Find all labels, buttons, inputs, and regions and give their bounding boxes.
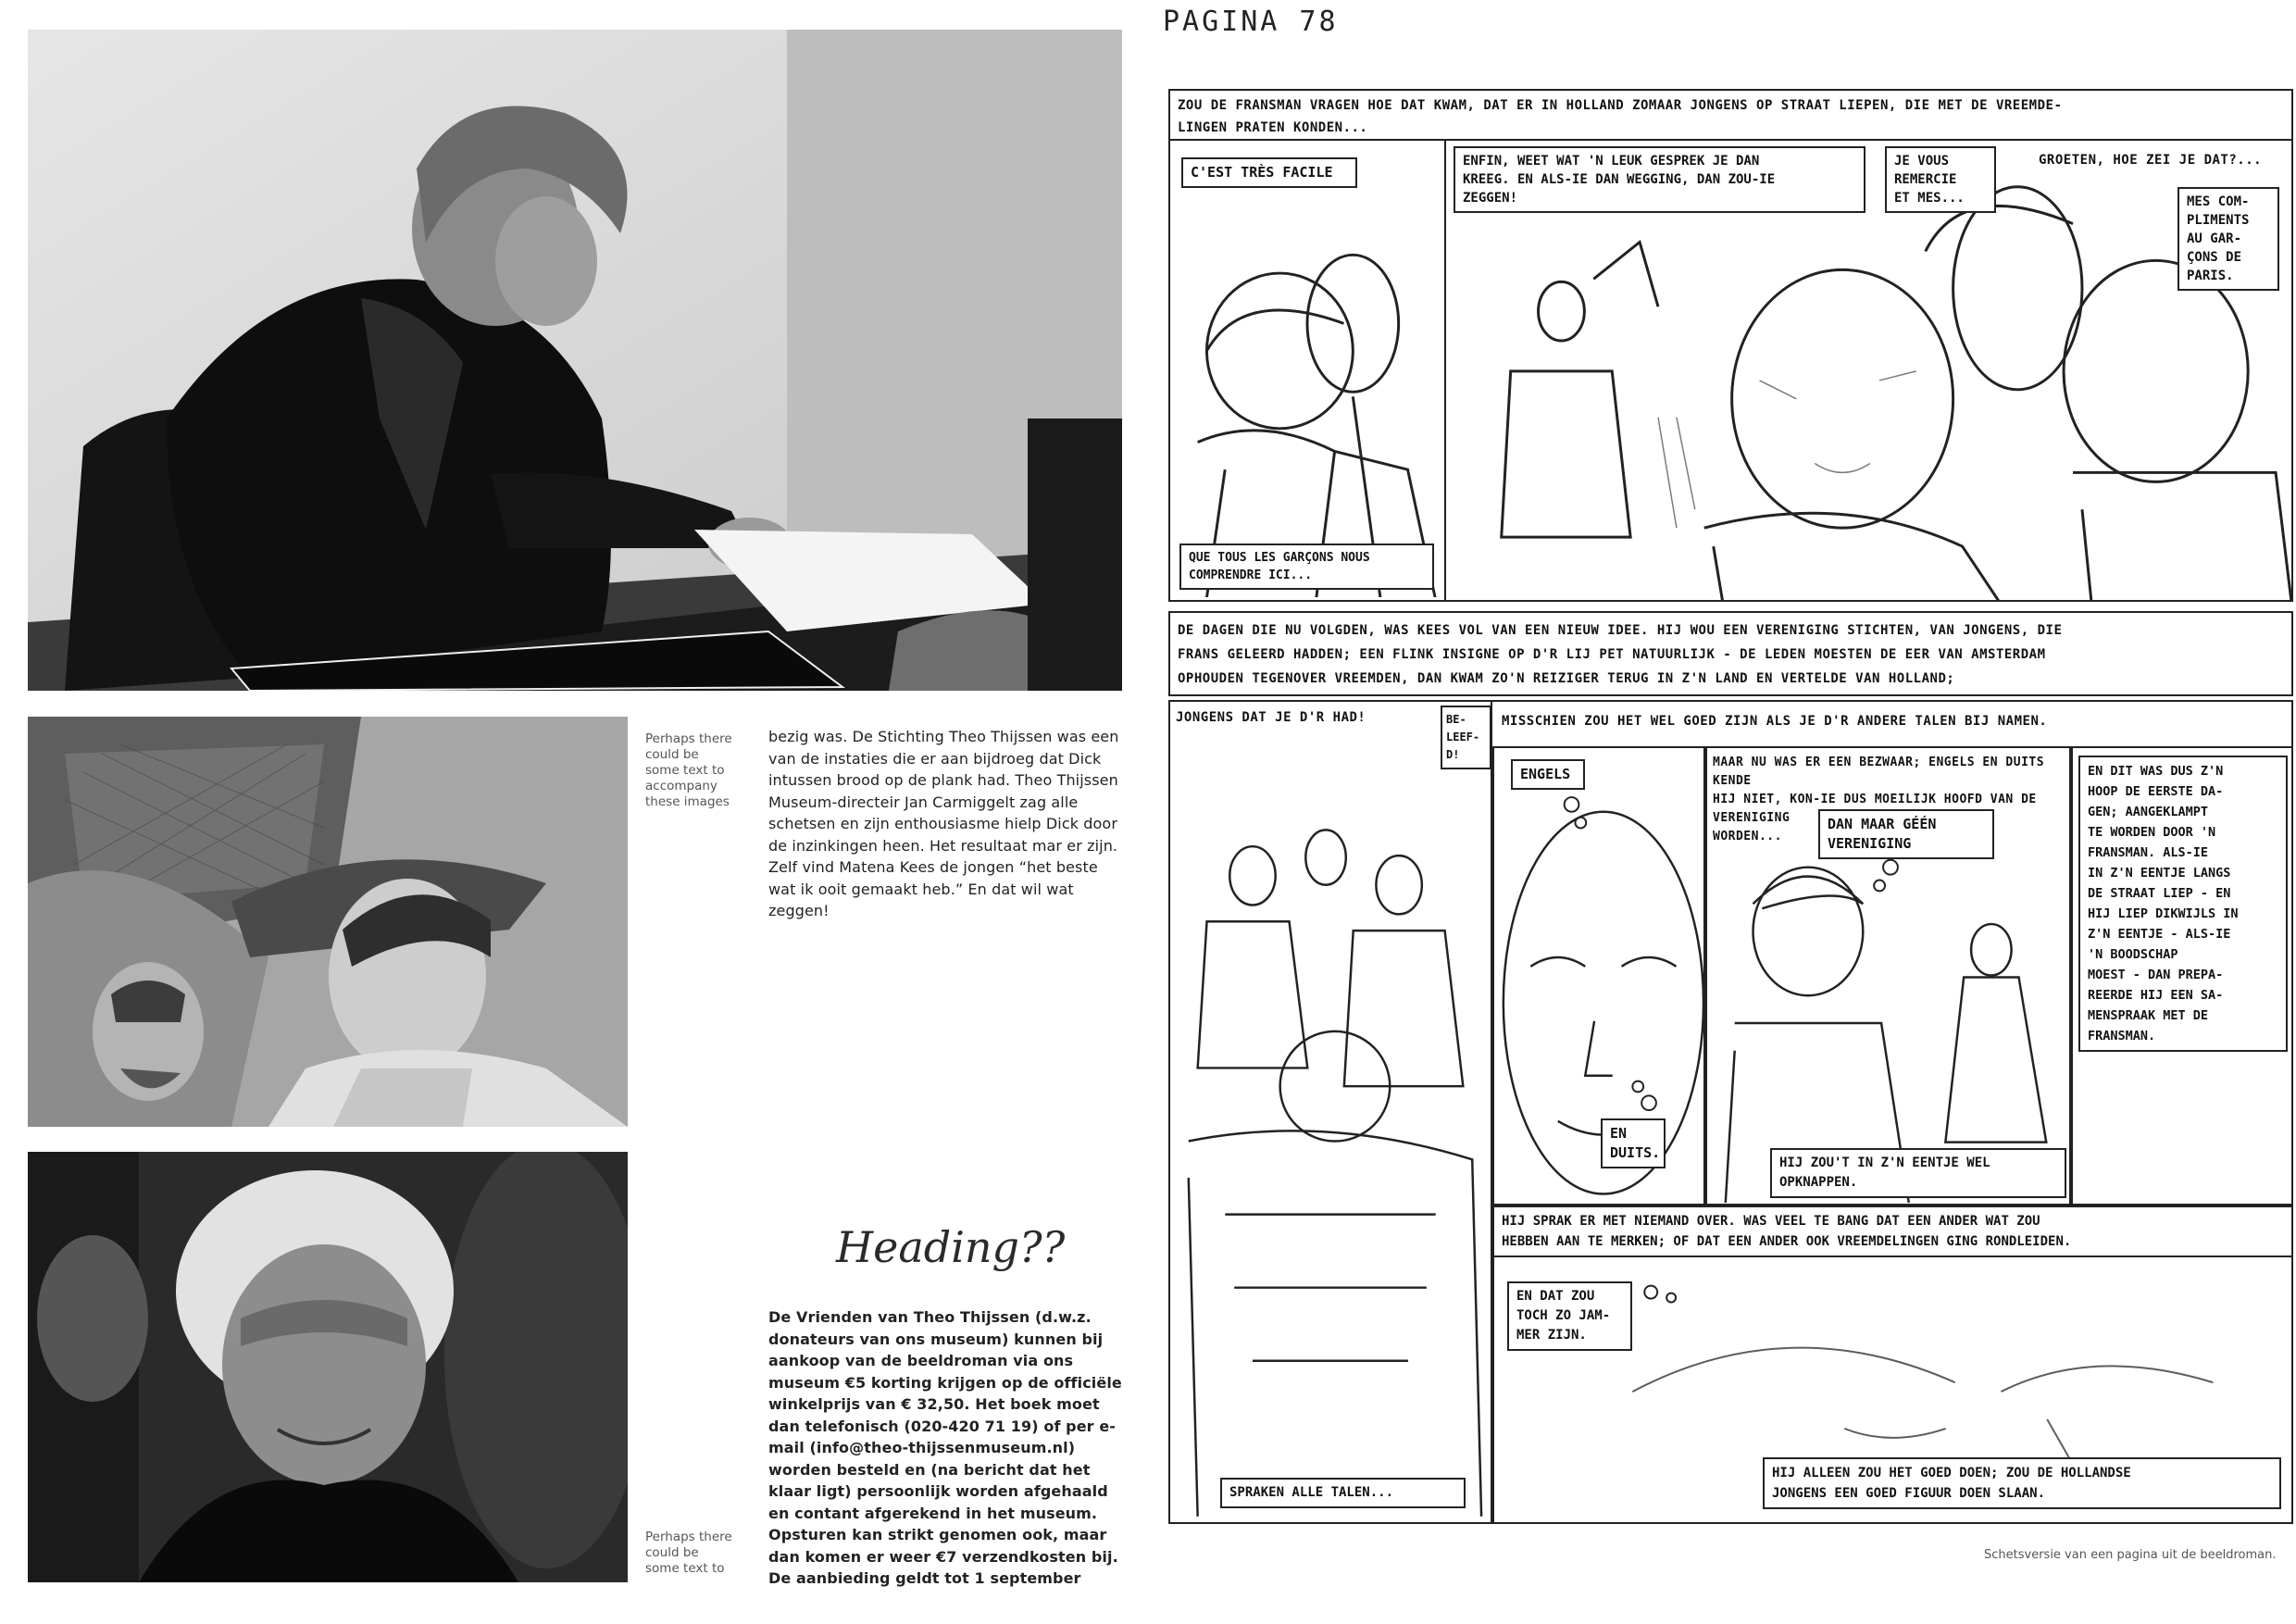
balloon-que-tous-les-garcons: QUE TOUS LES GARÇONS NOUS COMPRENDRE ICI... xyxy=(1179,543,1434,590)
balloon-hij-zou-t: HIJ ZOU'T IN Z'N EENTJE WEL OPKNAPPEN. xyxy=(1770,1148,2066,1198)
offer-paragraph: De Vrienden van Theo Thijssen (d.w.z. donateurs van ons museum) kunnen bij aankoop van de beeldroman via ons museum €5 korting krijgen op de officiële winkelprijs van € 32,50. Het boek moet dan telefonisch (020-420 71 19) of per e-mail (info@theo-thijssenmuseum.nl) worden besteld en (na bericht dat het klaar ligt) persoonlijk worden afgehaald en contant afgerekend in het museum. Opsturen kan strikt genomen ook, maar dan komen er weer €7 verzendkosten bij. De aanbieding geldt tot 1 september xyxy=(768,1308,1122,1587)
balloon-en-dat-zou: EN DAT ZOU TOCH ZO JAM- MER ZIJN. xyxy=(1507,1281,1632,1351)
panel-3-4 xyxy=(2071,746,2293,1206)
balloon-je-vous-remercie: JE VOUS REMERCIE ET MES... xyxy=(1885,146,1996,213)
narration-groeten: GROETEN, HOE ZEI JE DAT?... xyxy=(2039,153,2263,168)
photo-artist-drawing xyxy=(28,30,1122,691)
photo-artist-portrait xyxy=(28,1152,628,1582)
photo-caption-2: Perhaps there could be some text to xyxy=(645,1530,732,1576)
narration-maar-nu-was: MAAR NU WAS ER EEN BEZWAAR; ENGELS EN DUITS KENDE HIJ NIET, KON-IE DUS MOEILIJK HOOFD VAN DE VERENIGING WORDEN... xyxy=(1713,756,2045,843)
article-body-paragraph: bezig was. De Stichting Theo Thijssen was een van de instaties die er aan bijdroeg dat Dick intussen brood op de plank had. Theo Thijssen Museum-directeir Jan Carmiggelt zag alle schetsen en zijn enthousiasme hielp Dick door de inzinkingen heen. Het resultaat mar er zijn. Zelf vind Matena Kees de jongen “het beste wat ik ooit gemaakt heb.” En dat wil wat zeggen! xyxy=(768,728,1119,919)
narration-spraken-alle-talen: SPRAKEN ALLE TALEN... xyxy=(1220,1478,1466,1508)
panel-3-3 xyxy=(1705,746,2071,1206)
illustration-boy-and-man xyxy=(28,717,628,1127)
narration-enfin: ENFIN, WEET WAT 'N LEUK GESPREK JE DAN KREEG. EN ALS-IE DAN WEGGING, DAN ZOU-IE ZEGGEN! xyxy=(1454,146,1866,213)
balloon-mes-compliments: MES COM- PLIMENTS AU GAR- ÇONS DE PARIS. xyxy=(2177,187,2279,291)
narration-hij-sprak: HIJ SPRAK ER MET NIEMAND OVER. WAS VEEL TE BANG DAT EEN ANDER WAT ZOU HEBBEN AAN TE MERKEN; OF DAT EEN ANDER OOK VREEMDELINGEN GING RONDLEIDEN. xyxy=(1494,1207,2293,1257)
tier2-narration-box: DE DAGEN DIE NU VOLGDEN, WAS KEES VOL VAN EEN NIEUW IDEE. HIJ WOU EEN VERENIGING STICHTEN, VAN JONGENS, DIE FRANS GELEERD HADDEN; EEN FLINK INSIGNE OP D'R LIJ PET NATUURLIJK - DE LEDEN MOESTEN DE EER VAN AMSTERDAM OPHOUDEN TEGENOVER VREEMDEN, DAN KWAM ZO'N REIZIGER TERUG IN Z'N LAND EN VERTELDE VAN HOLLAND; xyxy=(1168,611,2293,696)
panel-3-2 xyxy=(1492,746,1705,1206)
panel-1-1 xyxy=(1168,139,1446,602)
balloon-engels: ENGELS xyxy=(1511,759,1585,790)
tier1-narration-box: ZOU DE FRANSMAN VRAGEN HOE DAT KWAM, DAT ER IN HOLLAND ZOMAAR JONGENS OP STRAAT LIEPEN, DIE MET DE VREEMDE- LINGEN PRATEN KONDEN... xyxy=(1168,89,2293,144)
balloon-en-duits: EN DUITS. xyxy=(1601,1118,1666,1168)
section-heading: Heading?? xyxy=(836,1222,1066,1272)
sketch-caption: Schetsversie van een pagina uit de beeldroman. xyxy=(1984,1548,2277,1562)
panel-3-1 xyxy=(1168,700,1492,1524)
balloon-beleefd: BE- LEEF- D! xyxy=(1441,706,1491,769)
balloon-dan-maar-geen: DAN MAAR GÉÉN VERENIGING xyxy=(1818,809,1994,859)
narration-en-dit-was-dus: EN DIT WAS DUS Z'N HOOP DE EERSTE DA- GEN; AANGEKLAMPT TE WORDEN DOOR 'N FRANSMAN. ALS-IE IN Z'N EENTJE LANGS DE STRAAT LIEP - EN HIJ LIEP DIKWIJLS IN Z'N EENTJE - ALS-IE 'N BOODSCHAP MOEST - DAN PREPA- REERDE HIJ EEN SA- MENSPRAAK MET DE FRANSMAN. xyxy=(2078,756,2288,1052)
sketch-page-title: PAGINA 78 xyxy=(1163,6,1339,38)
narration-jongens-dat-je: JONGENS DAT JE D'R HAD! xyxy=(1176,710,1366,725)
balloon-c-est-tres-facile: C'EST TRÈS FACILE xyxy=(1181,157,1357,188)
narration-misschien: MISSCHIEN ZOU HET WEL GOED ZIJN ALS JE D'R ANDERE TALEN BIJ NAMEN. xyxy=(1492,700,2293,746)
photo-caption-1: Perhaps there could be some text to accompany these images xyxy=(645,731,732,809)
panel-1-2 xyxy=(1444,139,2293,602)
panel-4-1 xyxy=(1492,1206,2293,1524)
narration-hij-alleen: HIJ ALLEEN ZOU HET GOED DOEN; ZOU DE HOLLANDSE JONGENS EEN GOED FIGUUR DOEN SLAAN. xyxy=(1763,1457,2281,1509)
